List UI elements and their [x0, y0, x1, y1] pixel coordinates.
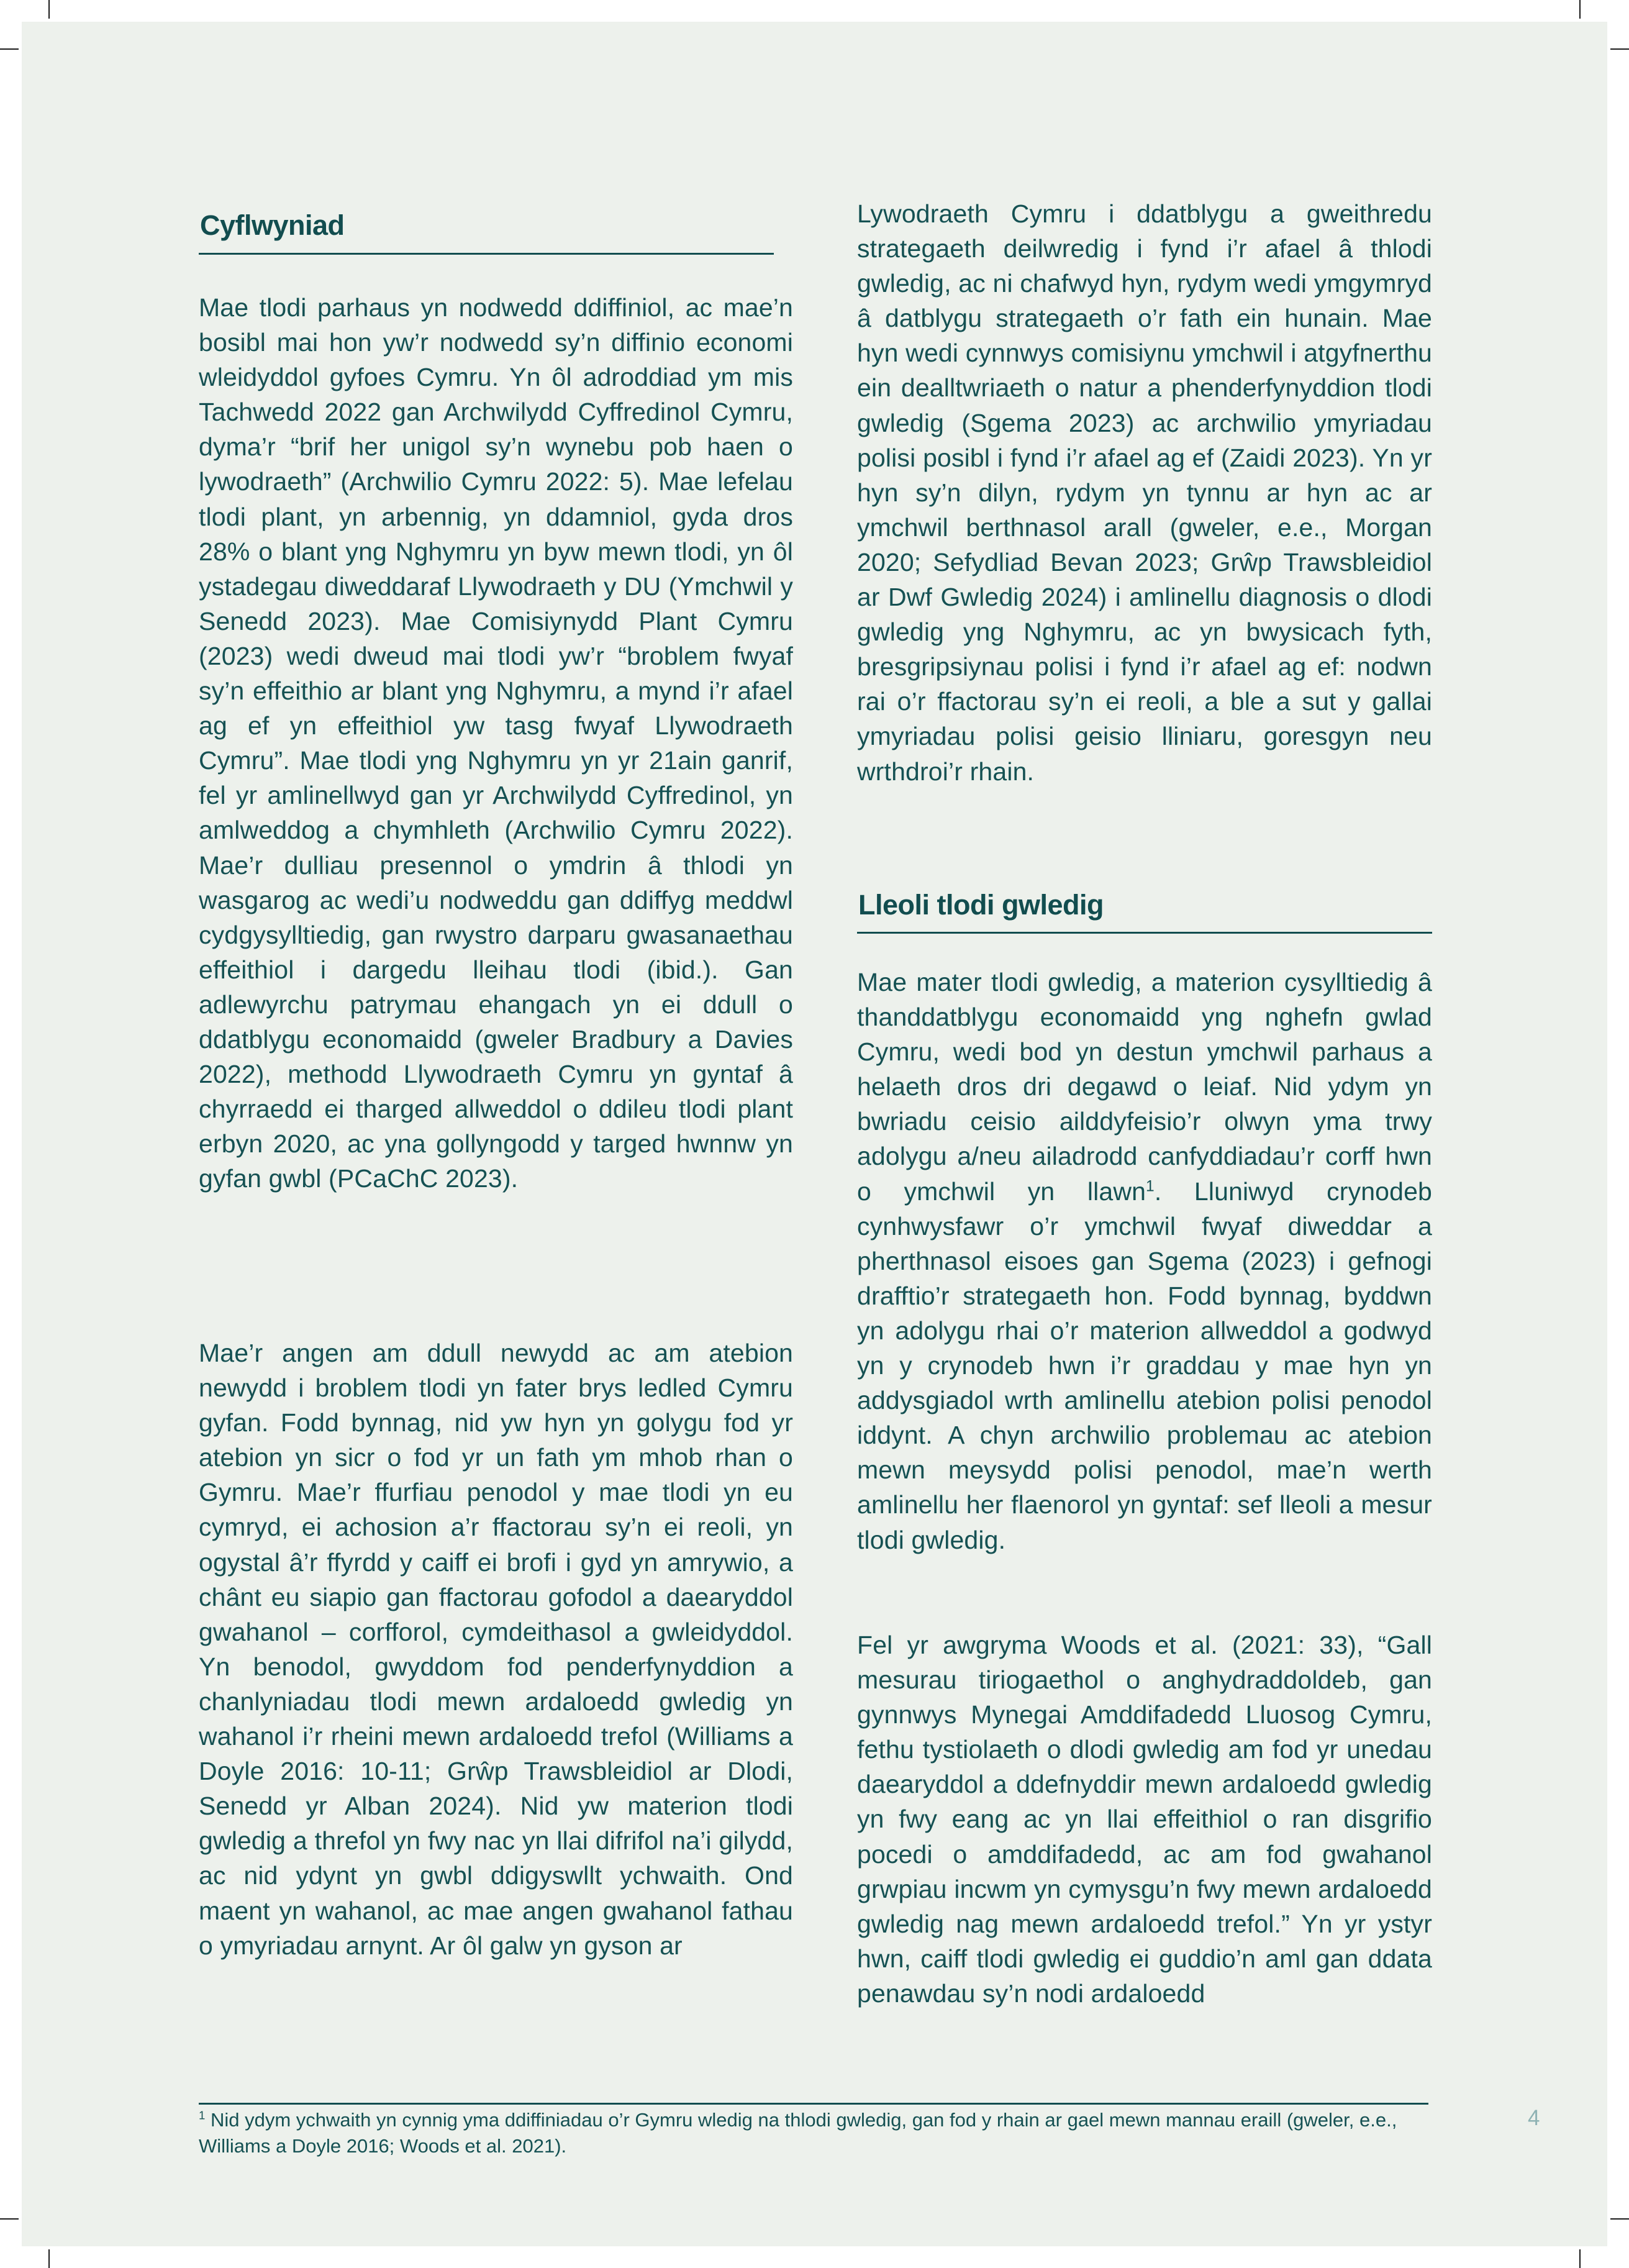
page-number: 4 — [1528, 2106, 1540, 2130]
body-paragraph: Mae’r angen am ddull newydd ac am atebion newydd i broblem tlodi yn fater brys ledled Cymru gyfan. Fodd bynnag, nid yw hyn yn golygu fod yr atebion yn sicr o fod yr un fath ym mhob rhan o Gymru. Mae’r ffurfiau penodol y mae tlodi yn eu cymryd, ei achosion a’r ffactorau sy’n ei reoli, yn ogystal â’r ffyrdd y caiff ei brofi i gyd yn amrywio, a chânt eu siapio gan ffactorau gofodol a daearyddol gwahanol – corfforol, cymdeithasol a gwleidyddol. Yn benodol, gwyddom fod penderfynyddion a chanlyniadau tlodi mewn ardaloedd gwledig yn wahanol i’r rheini mewn ardaloedd trefol (Williams a Doyle 2016: 10-11; Grŵp Trawsbleidiol ar Dlodi, Senedd yr Alban 2024). Nid yw materion tlodi gwledig a threfol yn fwy nac yn llai difrifol na’i gilydd, ac nid ydynt yn gwbl ddigyswllt ychwaith. Ond maent yn wahanol, ac mae angen gwahanol fathau o ymyriadau arnynt. Ar ôl galw yn gyson ar — [199, 1339, 793, 1960]
heading-rule — [857, 932, 1432, 934]
heading-rule — [199, 253, 774, 255]
crop-mark — [0, 48, 19, 50]
crop-mark — [1610, 48, 1629, 50]
paragraph-text: . Lluniwyd crynodeb cynhwysfawr o’r ymchwil fwyaf diweddar a pherthnasol eisoes gan Sgema (2023) i gefnogi drafftio’r strategaeth hon. Fodd bynnag, byddwn yn adolygu rhai o’r materion allweddol a godwyd yn y crynodeb hwn i’r graddau y mae hyn yn addysgiadol wrth amlinellu atebion polisi penodol iddynt. A chyn archwilio problemau ac atebion mewn meysydd polisi penodol, mae’n werth amlinellu her flaenorol yn gyntaf: sef lleoli a mesur tlodi gwledig. — [857, 1177, 1432, 1554]
crop-mark — [0, 2218, 19, 2220]
body-paragraph — [857, 965, 1432, 1557]
body-paragraph: Lywodraeth Cymru i ddatblygu a gweithredu strategaeth deilwredig i fynd i’r afael â thlodi gwledig, ac ni chafwyd hyn, rydym wedi ymgymryd â datblygu strategaeth o’r fath ein hunain. Mae hyn wedi cynnwys comisiynu ymchwil i atgyfnerthu ein dealltwriaeth o natur a phenderfynyddion tlodi gwledig (Sgema 2023) ac archwilio ymyriadau polisi posibl i fynd i’r afael ag ef (Zaidi 2023). Yn yr hyn sy’n dilyn, rydym yn tynnu ar hyn ac ar ymchwil berthnasol arall (gweler, e.e., Morgan 2020; Sefydliad Bevan 2023; Grŵp Trawsbleidiol ar Dwf Gwledig 2024) i amlinellu diagnosis o dlodi gwledig yng Nghymru, ac yn bwysicach fyth, bresgripsiynau polisi i fynd i’r afael ag ef: nodwn rai o’r ffactorau sy’n ei reoli, a ble a sut y gallai ymyriadau polisi geisio lliniaru, goresgyn neu wrthdroi’r rhain. — [857, 199, 1432, 786]
body-paragraph: Mae tlodi parhaus yn nodwedd ddiffiniol, ac mae’n bosibl mai hon yw’r nodwedd sy’n diffinio economi wleidyddol gyfoes Cymru. Yn ôl adroddiad ym mis Tachwedd 2022 gan Archwilydd Cyffredinol Cymru, dyma’r “brif her unigol sy’n wynebu pob haen o lywodraeth” (Archwilio Cymru 2022: 5). Mae lefelau tlodi plant, yn arbennig, yn ddamniol, gyda dros 28% o blant yng Nghymru yn byw mewn tlodi, yn ôl ystadegau diweddaraf Llywodraeth y DU (Ymchwil y Senedd 2023). Mae Comisiynydd Plant Cymru (2023) wedi dweud mai tlodi yw’r “broblem fwyaf sy’n effeithio ar blant yng Nghymru, a mynd i’r afael ag ef yn effeithiol yw tasg fwyaf Llywodraeth Cymru”. Mae tlodi yng Nghymru yn yr 21ain ganrif, fel yr amlinellwyd gan yr Archwilydd Cyffredinol, yn amlweddog a chymhleth (Archwilio Cymru 2022). Mae’r dulliau presennol o ymdrin â thlodi yn wasgarog ac wedi’u nodweddu gan ddiffyg meddwl cydgysylltiedig, gan rwystro darparu gwasanaethau effeithiol i dargedu lleihau tlodi (ibid.). Gan adlewyrchu patrymau ehangach yn ei ddull o ddatblygu economaidd (gweler Bradbury a Davies 2022), methodd Llywodraeth Cymru yn gyntaf â chyrraedd ei tharged allweddol o ddileu tlodi plant erbyn 2020, ac yna gollyngodd y targed hwnnw yn gyfan gwbl (PCaChC 2023). — [199, 293, 793, 1193]
crop-mark — [1579, 0, 1581, 19]
body-paragraph: Fel yr awgryma Woods et al. (2021: 33), “Gall mesurau tiriogaethol o anghydraddoldeb, gan gynnwys Mynegai Amddifadedd Lluosog Cymru, fethu tystiolaeth o dlodi gwledig am fod yr unedau daearyddol a ddefnyddir mewn ardaloedd gwledig yn fwy eang ac yn llai effeithiol o ran disgrifio pocedi o amddifadedd, ac am fod gwahanol grwpiau incwm yn cymysgu’n fwy mewn ardaloedd gwledig nag mewn ardaloedd trefol.” Yn yr ystyr hwn, caiff tlodi gwledig ei guddio’n aml gan ddata penawdau sy’n nodi ardaloedd — [857, 1631, 1432, 2008]
crop-mark — [48, 2249, 50, 2268]
crop-mark — [1579, 2249, 1581, 2268]
section-heading-introduction: Cyflwyniad — [200, 209, 345, 241]
crop-mark — [1610, 2218, 1629, 2220]
footnote-reference: 1 — [1146, 1177, 1155, 1195]
footnote-rule — [199, 2103, 1428, 2105]
crop-mark — [48, 0, 50, 19]
section-heading-locating-rural-poverty: Lleoli tlodi gwledig — [858, 889, 1104, 921]
footnote-marker: 1 — [199, 2108, 206, 2122]
footnote — [199, 2107, 1422, 2159]
paragraph-text: Mae mater tlodi gwledig, a materion cysylltiedig â thanddatblygu economaidd yng nghefn gwlad Cymru, wedi bod yn destun ymchwil parhaus a helaeth dros dri degawd o leiaf. Nid ydym yn bwriadu ceisio ailddyfeisio’r olwyn yma trwy adolygu a/neu ailadrodd canfyddiadau’r corff hwn o ymchwil yn llawn — [857, 968, 1432, 1206]
footnote-text: Nid ydym ychwaith yn cynnig yma ddiffiniadau o’r Gymru wledig na thlodi gwledig, gan fod y rhain ar gael mewn mannau eraill (gweler, e.e., Williams a Doyle 2016; Woods et al. 2021). — [199, 2109, 1397, 2157]
